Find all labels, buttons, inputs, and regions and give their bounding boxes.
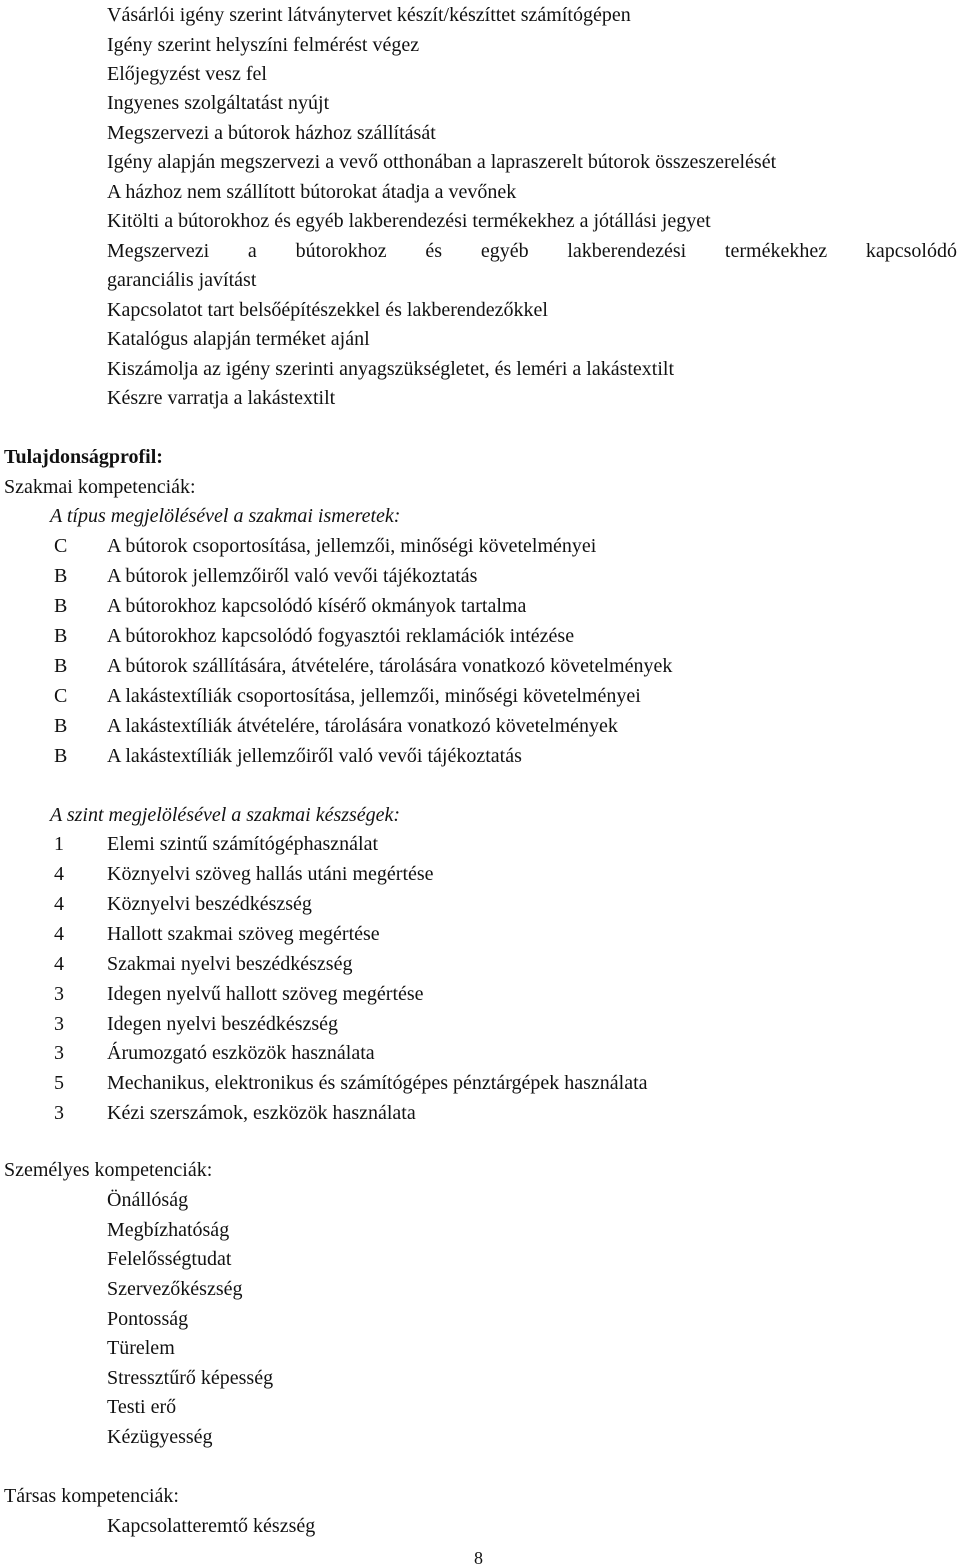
personal-competency: Stressztűrő képesség <box>107 1367 274 1389</box>
personal-competencies-label: Személyes kompetenciák: <box>4 1159 213 1181</box>
skill-text: Idegen nyelvi beszédkészség <box>107 1013 339 1035</box>
task-line: Kitölti a bútorokhoz és egyéb lakberendezési termékekhez a jótállási jegyet <box>107 210 711 232</box>
skill-level: 1 <box>54 833 64 855</box>
personal-competency: Kézügyesség <box>107 1426 213 1448</box>
profile-title: Tulajdonságprofil: <box>4 446 163 468</box>
skill-level: 4 <box>54 923 64 945</box>
skill-level: 3 <box>54 983 64 1005</box>
knowledge-code: B <box>54 715 68 737</box>
skill-row <box>0 953 960 975</box>
task-line: Kiszámolja az igény szerinti anyagszükségletet, és leméri a lakástextilt <box>107 358 675 380</box>
knowledge-text: A lakástextíliák csoportosítása, jellemzői, minőségi követelményei <box>107 685 641 707</box>
skill-level: 3 <box>54 1102 64 1124</box>
skill-level: 4 <box>54 863 64 885</box>
skill-text: Árumozgató eszközök használata <box>107 1042 375 1064</box>
task-line: Megszervezi a bútorok házhoz szállítását <box>107 122 436 144</box>
justified-word: egyéb <box>480 240 529 262</box>
personal-competency: Türelem <box>107 1337 175 1359</box>
task-line: Igény szerint helyszíni felmérést végez <box>107 34 420 56</box>
knowledge-text: A lakástextíliák átvételére, tárolására vonatkozó követelmények <box>107 715 618 737</box>
knowledge-text: A bútorokhoz kapcsolódó fogyasztói reklamációk intézése <box>107 625 575 647</box>
skill-row <box>0 833 960 855</box>
skill-text: Szakmai nyelvi beszédkészség <box>107 953 353 975</box>
skill-text: Kézi szerszámok, eszközök használata <box>107 1102 416 1124</box>
skill-text: Elemi szintű számítógéphasználat <box>107 833 379 855</box>
justified-word: termékekhez <box>724 240 828 262</box>
justified-word: bútorokhoz <box>295 240 387 262</box>
knowledge-row <box>0 685 960 707</box>
skill-row <box>0 1102 960 1124</box>
task-line: Készre varratja a lakástextilt <box>107 387 336 409</box>
knowledge-text: A bútorok jellemzőiről való vevői tájékoztatás <box>107 565 478 587</box>
knowledge-row <box>0 655 960 677</box>
personal-competency: Megbízhatóság <box>107 1219 230 1241</box>
knowledge-code: B <box>54 595 68 617</box>
knowledge-row <box>0 745 960 767</box>
knowledge-text: A lakástextíliák jellemzőiről való vevői tájékoztatás <box>107 745 522 767</box>
social-competencies-label: Társas kompetenciák: <box>4 1485 179 1507</box>
skill-row <box>0 893 960 915</box>
justified-word: kapcsolódó <box>865 240 957 262</box>
personal-competency: Felelősségtudat <box>107 1248 232 1270</box>
skill-level: 3 <box>54 1042 64 1064</box>
page-number: 8 <box>474 1548 483 1568</box>
skill-row <box>0 1042 960 1064</box>
task-line: Ingyenes szolgáltatást nyújt <box>107 92 330 114</box>
knowledge-code: C <box>54 535 68 557</box>
personal-competency: Pontosság <box>107 1308 189 1330</box>
skill-row <box>0 1072 960 1094</box>
knowledge-text: A bútorokhoz kapcsolódó kísérő okmányok tartalma <box>107 595 527 617</box>
knowledge-code: B <box>54 565 68 587</box>
skill-text: Idegen nyelvű hallott szöveg megértése <box>107 983 424 1005</box>
knowledge-row <box>0 535 960 557</box>
justified-word: lakberendezési <box>567 240 687 262</box>
task-line: Kapcsolatot tart belsőépítészekkel és lakberendezőkkel <box>107 299 548 321</box>
skill-level: 4 <box>54 893 64 915</box>
personal-competency: Testi erő <box>107 1396 177 1418</box>
knowledge-code: B <box>54 655 68 677</box>
skills-heading: A szint megjelölésével a szakmai készségek: <box>50 804 401 826</box>
skill-level: 3 <box>54 1013 64 1035</box>
justified-word: a <box>247 240 257 262</box>
knowledge-heading: A típus megjelölésével a szakmai ismeretek: <box>50 505 401 527</box>
task-line: Katalógus alapján terméket ajánl <box>107 328 370 350</box>
knowledge-row <box>0 625 960 647</box>
justified-word: Megszervezi <box>107 240 210 262</box>
skill-text: Köznyelvi beszédkészség <box>107 893 312 915</box>
task-line: garanciális javítást <box>107 269 257 291</box>
task-line: Előjegyzést vesz fel <box>107 63 267 85</box>
skill-level: 5 <box>54 1072 64 1094</box>
task-line: Igény alapján megszervezi a vevő otthonában a lapraszerelt bútorok összeszerelését <box>107 151 777 173</box>
knowledge-row <box>0 595 960 617</box>
knowledge-row <box>0 565 960 587</box>
knowledge-text: A bútorok szállítására, átvételére, tárolására vonatkozó követelmények <box>107 655 673 677</box>
personal-competency: Szervezőkészség <box>107 1278 243 1300</box>
task-line: Vásárlói igény szerint látványtervet készít/készíttet számítógépen <box>107 4 631 26</box>
skill-row <box>0 923 960 945</box>
personal-competency: Önállóság <box>107 1189 189 1211</box>
social-competency: Kapcsolatteremtő készség <box>107 1515 316 1537</box>
skill-row <box>0 983 960 1005</box>
knowledge-code: B <box>54 745 68 767</box>
justified-word: és <box>425 240 443 262</box>
knowledge-code: B <box>54 625 68 647</box>
skill-text: Mechanikus, elektronikus és számítógépes pénztárgépek használata <box>107 1072 648 1094</box>
knowledge-code: C <box>54 685 68 707</box>
skill-text: Hallott szakmai szöveg megértése <box>107 923 380 945</box>
skill-level: 4 <box>54 953 64 975</box>
skill-row <box>0 863 960 885</box>
skill-text: Köznyelvi szöveg hallás utáni megértése <box>107 863 434 885</box>
task-line-justified <box>107 240 957 262</box>
knowledge-text: A bútorok csoportosítása, jellemzői, minőségi követelményei <box>107 535 597 557</box>
task-line: A házhoz nem szállított bútorokat átadja a vevőnek <box>107 181 517 203</box>
skill-row <box>0 1013 960 1035</box>
knowledge-row <box>0 715 960 737</box>
professional-competencies-label: Szakmai kompetenciák: <box>4 476 196 498</box>
